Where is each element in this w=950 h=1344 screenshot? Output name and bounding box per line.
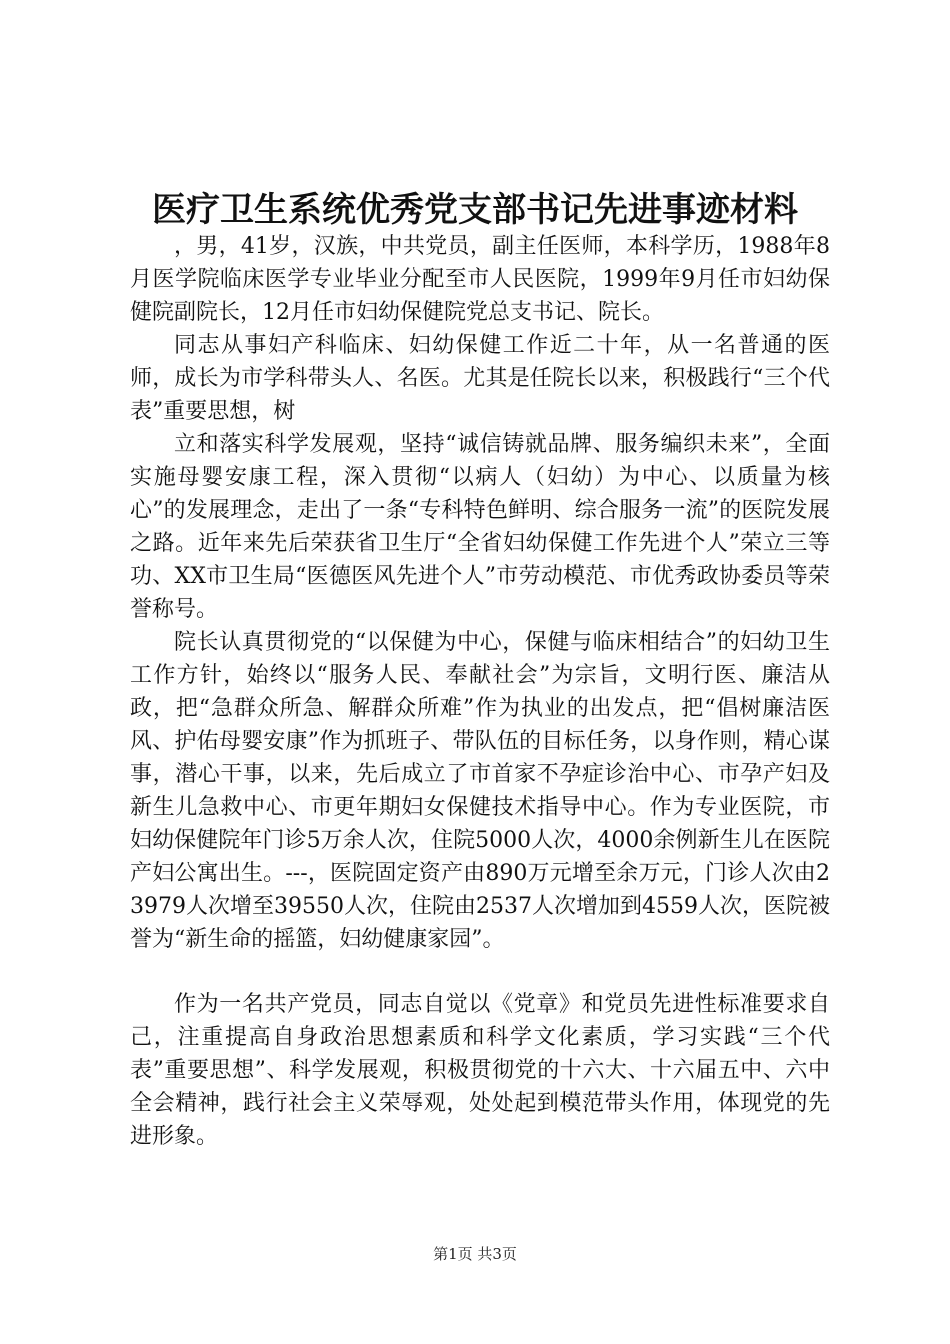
paragraph-intro: ，男，41岁，汉族，中共党员，副主任医师，本科学历，1988年8月医学院临床医学专业毕业分配至市人民医院，1999年9月任市妇幼保健院副院长，12月任市妇幼保健院党总支书记、院长。 [130,234,830,325]
document-title: 医疗卫生系统优秀党支部书记先进事迹材料 [152,190,798,230]
paragraph-achievements: 院长认真贯彻党的“以保健为中心，保健与临床相结合”的妇幼卫生工作方针，始终以“服务人民、奉献社会”为宗旨，文明行医、廉洁从政，把“急群众所急、解群众所难”作为执业的出发点，把“倡树廉洁医风、护佑母婴安康”作为抓班子、带队伍的目标任务，以身作则，精心谋事，潜心干事，以来，先后成立了市首家不孕症诊治中心、市孕产妇及新生儿急救中心、市更年期妇女保健技术指导中心。作为专业医院，市妇幼保健院年门诊5万余人次，住院5000人次，4000余例新生儿在医院产妇公寓出生。---，医院固定资产由890万元增至余万元，门诊人次由23979人次增至39550人次，住院由2537人次增加到4559人次，医院被誉为“新生命的摇篮，妇幼健康家园”。 [130,630,830,952]
paragraph-party-member: 作为一名共产党员，同志自觉以《党章》和党员先进性标准要求自己，注重提高自身政治思想素质和科学文化素质，学习实践“三个代表”重要思想”、科学发展观，积极贯彻党的十六大、十六届五中、六中全会精神，践行社会主义荣辱观，处处起到模范带头作用，体现党的先进形象。 [130,992,830,1149]
paragraph-career: 同志从事妇产科临床、妇幼保健工作近二十年，从一名普通的医师，成长为市学科带头人、名医。尤其是任院长以来，积极践行“三个代表”重要思想，树 [130,333,830,424]
document-body [130,230,830,1153]
page-footer: 第1页 共3页 [433,1245,517,1263]
paragraph-development: 立和落实科学发展观，坚持“诚信铸就品牌、服务编织未来”，全面实施母婴安康工程，深入贯彻“以病人（妇幼）为中心、以质量为核心”的发展理念，走出了一条“专科特色鲜明、综合服务一流”的医院发展之路。近年来先后荣获省卫生厅“全省妇幼保健工作先进个人”荣立三等功、XX市卫生局“医德医风先进个人”市劳动模范、市优秀政协委员等荣誉称号。 [130,432,830,622]
